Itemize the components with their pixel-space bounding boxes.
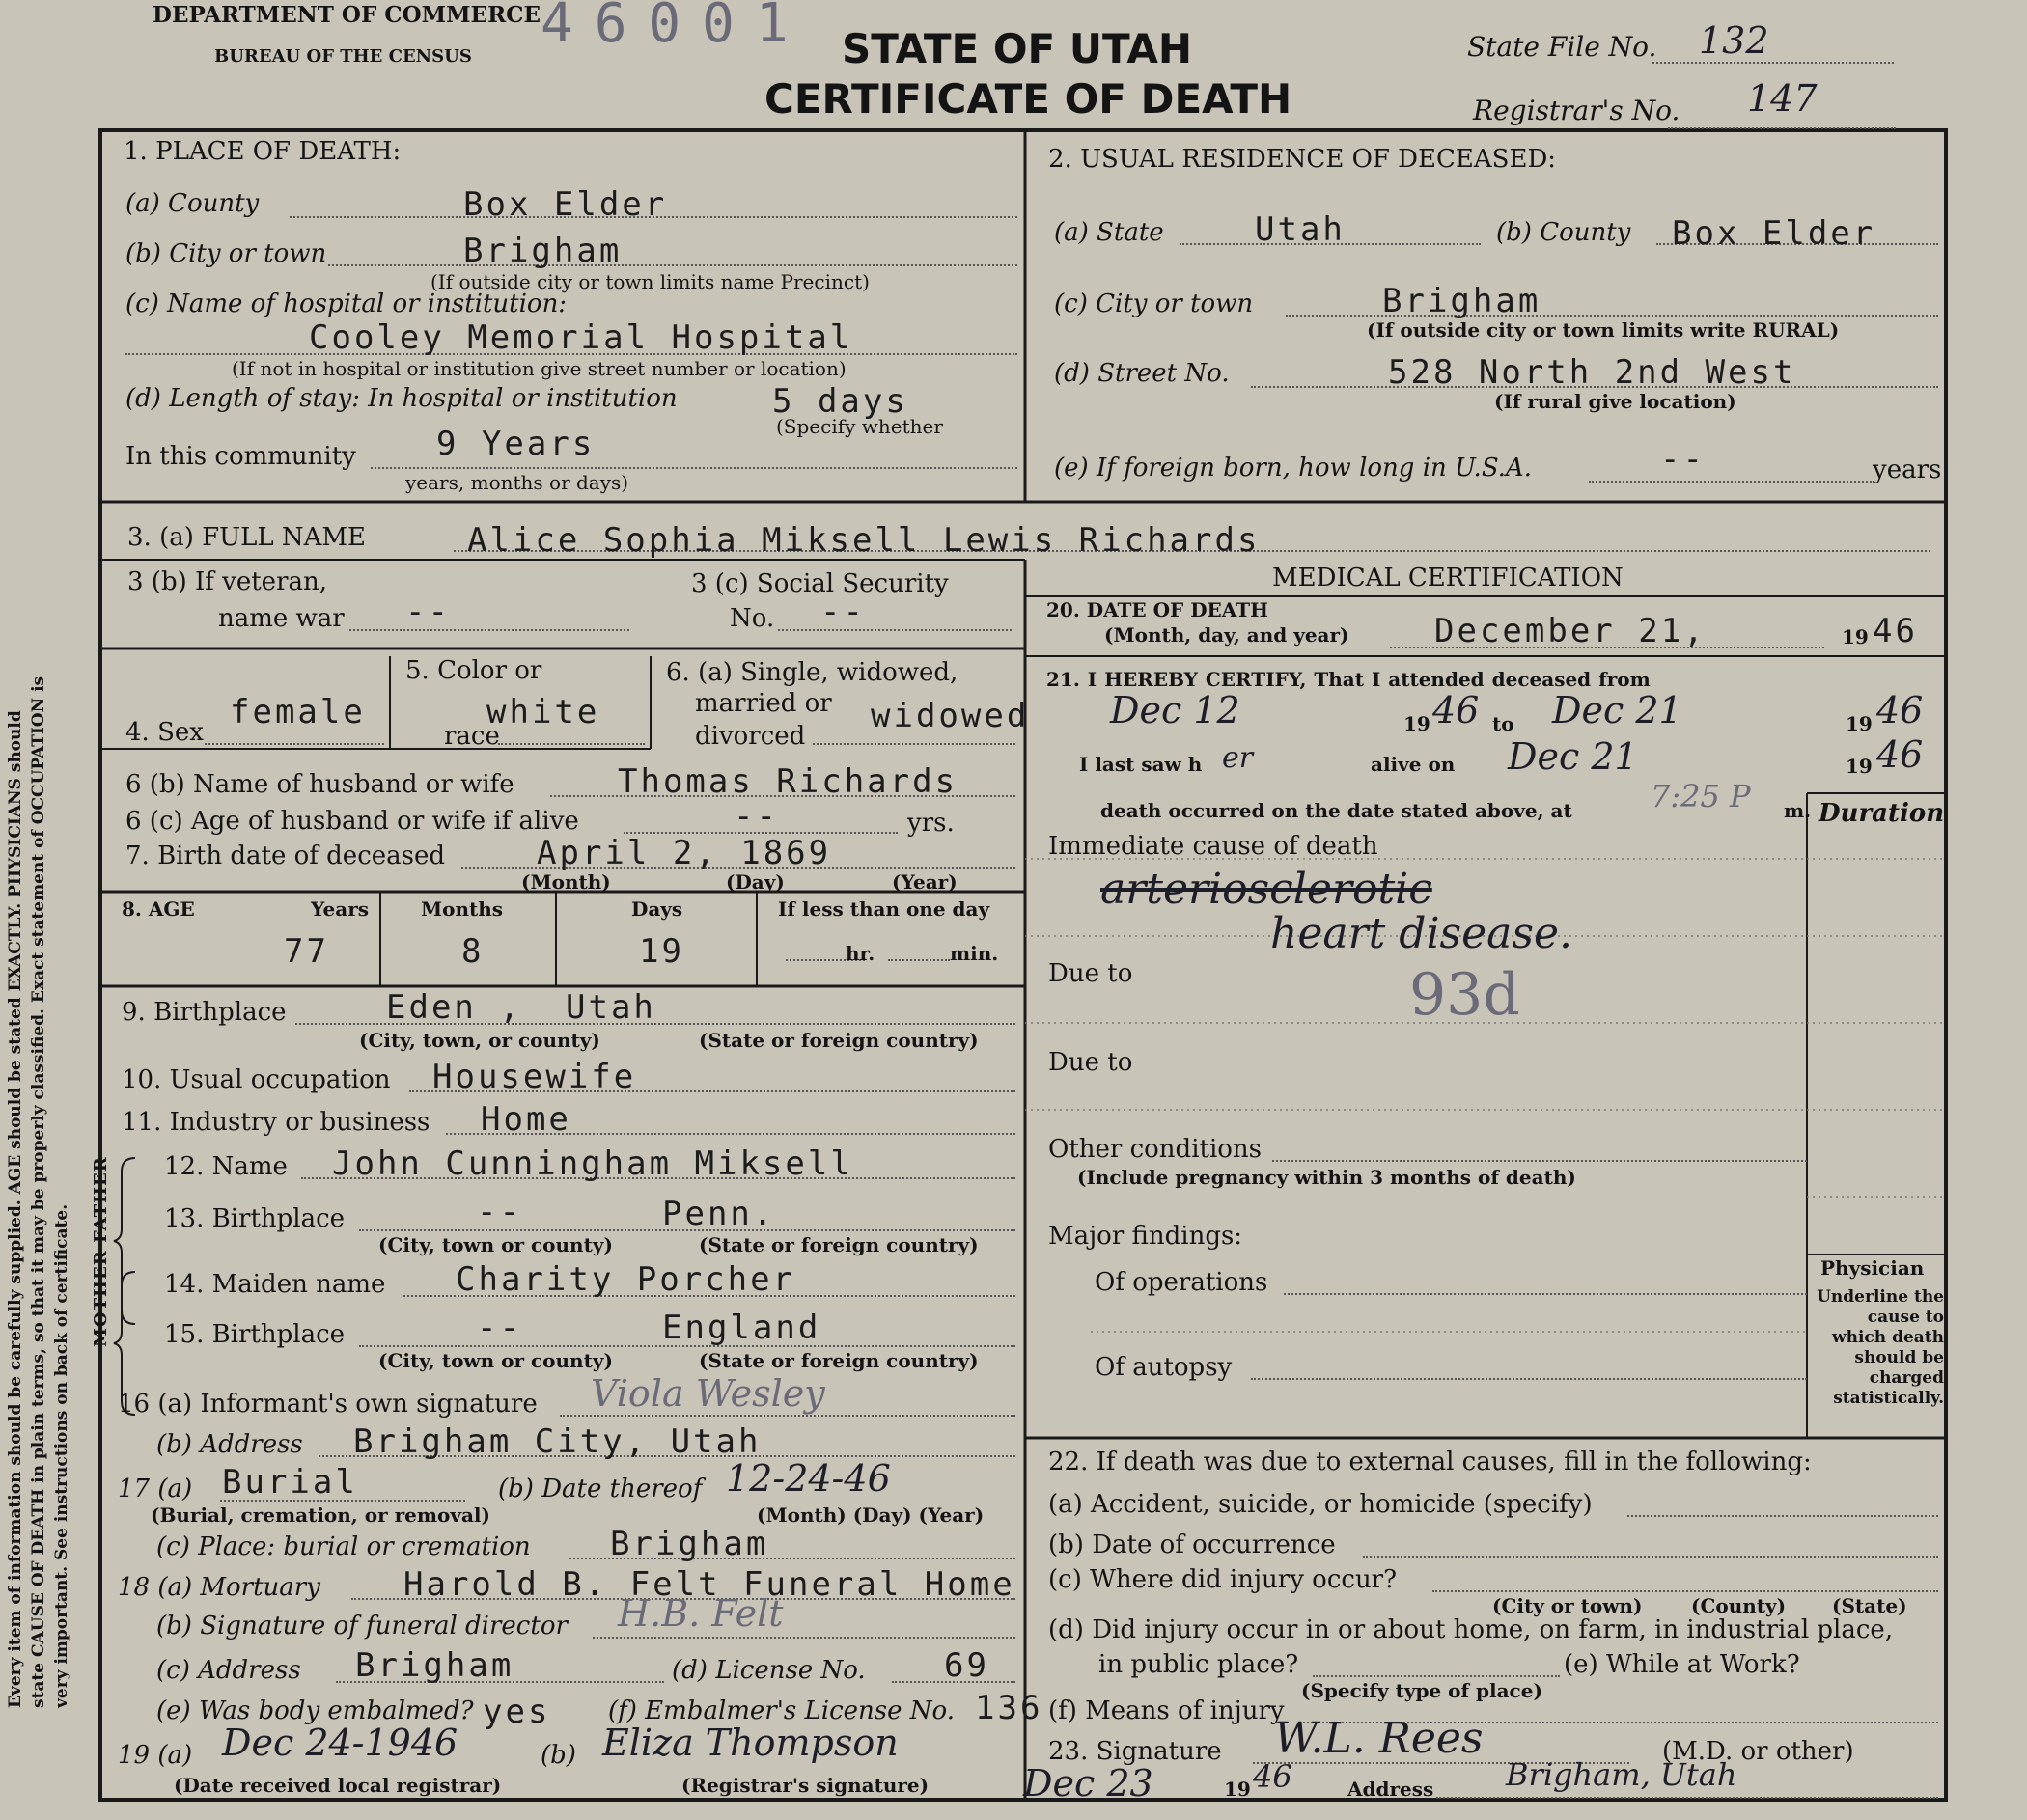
spouse-age-unit: yrs.: [907, 809, 955, 838]
veteran-value: --: [405, 593, 451, 631]
father-bp-label: 13. Birthplace: [164, 1204, 346, 1233]
stay-label: (d) Length of stay: In hospital or institution: [125, 384, 678, 413]
veteran-label-1: 3 (b) If veteran,: [127, 567, 328, 596]
mortuary-name: Harold B. Felt Funeral Home: [403, 1565, 1015, 1604]
occupation-value: Housewife: [432, 1058, 637, 1096]
signature-year: 46: [1253, 1758, 1292, 1795]
marital-value: widowed: [871, 697, 1030, 735]
spouse-label: 6 (b) Name of husband or wife: [125, 770, 514, 799]
res-city-note: (If outside city or town limits write RURAL): [1367, 318, 1840, 342]
embalmer-value: 136: [975, 1689, 1043, 1727]
father-bp-state: Penn.: [662, 1195, 776, 1233]
spouse-age-label: 6 (c) Age of husband or wife if alive: [125, 807, 579, 836]
medical-heading: MEDICAL CERTIFICATION: [1272, 564, 1624, 593]
physician-box-title: Physician: [1820, 1256, 1925, 1280]
external-e: (e) While at Work?: [1564, 1650, 1800, 1679]
occupation-label: 10. Usual occupation: [122, 1065, 391, 1094]
hospital-label: (c) Name of hospital or institution:: [125, 290, 568, 318]
external-d1: (d) Did injury occur in or about home, on farm, in industrial place,: [1048, 1615, 1894, 1644]
burial-place-label: (c) Place: burial or cremation: [156, 1532, 531, 1561]
cause-code: 93d: [1409, 961, 1520, 1029]
residence-heading: 2. USUAL RESIDENCE OF DECEASED:: [1048, 145, 1557, 174]
signature-address: Brigham, Utah: [1506, 1756, 1737, 1793]
mother-bp-label: 15. Birthplace: [164, 1320, 346, 1349]
age-years-label: Years: [311, 897, 370, 921]
mother-bp-state: England: [662, 1309, 821, 1347]
signature-label: 23. Signature: [1048, 1737, 1222, 1766]
external-d-note: (Specify type of place): [1301, 1679, 1542, 1702]
color-label-1: 5. Color or: [405, 656, 542, 685]
dod-year: 46: [1873, 612, 1918, 650]
res-street-note: (If rural give location): [1494, 390, 1736, 413]
parents-bracket-label: MOTHER FATHER: [91, 1156, 111, 1347]
director-label: (b) Signature of funeral director: [156, 1612, 568, 1641]
last-saw-label: I last saw h: [1079, 753, 1203, 776]
foreign-label: (e) If foreign born, how long in U.S.A.: [1054, 454, 1533, 483]
mother-bp-note-a: (City, town or county): [378, 1349, 613, 1372]
foreign-value: --: [1660, 440, 1706, 479]
form-title: CERTIFICATE OF DEATH: [764, 75, 1292, 123]
death-city-label: (b) City or town: [125, 239, 327, 268]
to-year: 46: [1876, 689, 1924, 731]
res-street: 528 North 2nd West: [1388, 353, 1796, 392]
mother-name-label: 14. Maiden name: [164, 1270, 386, 1299]
cause-line-1: arteriosclerotic: [1100, 865, 1432, 914]
bureau-name: BUREAU OF THE CENSUS: [214, 46, 472, 67]
cause-line-2: heart disease.: [1270, 909, 1573, 958]
license-value: 69: [944, 1646, 989, 1685]
state-file-value: 132: [1699, 19, 1769, 62]
from-year-prefix: 19: [1403, 712, 1430, 735]
res-street-label: (d) Street No.: [1054, 359, 1230, 388]
age-months: 8: [461, 932, 485, 971]
external-c-state: (State): [1832, 1594, 1907, 1617]
external-b: (b) Date of occurrence: [1048, 1530, 1336, 1559]
name-label: 3. (a) FULL NAME: [127, 523, 366, 552]
place-heading: 1. PLACE OF DEATH:: [124, 137, 402, 166]
foreign-unit: years: [1873, 455, 1942, 484]
age-hr: hr.: [846, 942, 875, 965]
ss-label-1: 3 (c) Social Security: [691, 569, 949, 598]
attended-to: Dec 21: [1552, 689, 1682, 731]
alive-year: 46: [1876, 733, 1924, 776]
informant-signature: Viola Wesley: [591, 1372, 825, 1415]
burial-date: 12-24-46: [726, 1457, 891, 1500]
due-to-2: Due to: [1048, 1048, 1133, 1077]
alive-date: Dec 21: [1508, 735, 1638, 778]
color-value: white: [486, 693, 600, 731]
informant-address-label: (b) Address: [156, 1430, 303, 1459]
registrar-sig-label: (b): [541, 1741, 576, 1770]
embalmed-value: yes: [483, 1693, 551, 1731]
burial-type-note: (Burial, cremation, or removal): [151, 1503, 490, 1527]
license-label: (d) License No.: [672, 1656, 866, 1685]
embalmed-label: (e) Was body embalmed?: [156, 1696, 474, 1725]
death-city: Brigham: [463, 232, 623, 270]
ss-value: --: [820, 593, 866, 631]
state-file-label: State File No.: [1467, 31, 1657, 63]
community-note: years, months or days): [405, 471, 629, 494]
birth-month-note: (Month): [521, 870, 611, 894]
res-city-label: (c) City or town: [1054, 290, 1254, 318]
death-city-note: (If outside city or town limits name Precinct): [430, 270, 870, 293]
mortuary-address: Brigham: [355, 1646, 514, 1685]
spouse-age: --: [734, 797, 779, 836]
sex-value: female: [230, 693, 366, 731]
external-a: (a) Accident, suicide, or homicide (specify): [1048, 1490, 1593, 1519]
cause-label: Immediate cause of death: [1048, 832, 1378, 861]
res-county-label: (b) County: [1496, 218, 1631, 247]
burial-type: Burial: [222, 1463, 358, 1502]
age-months-label: Months: [421, 897, 504, 921]
time-unit: m.: [1784, 799, 1812, 822]
death-county: Box Elder: [463, 185, 668, 224]
external-heading: 22. If death was due to external causes, fill in the following:: [1048, 1448, 1812, 1476]
other-conditions-label: Other conditions: [1048, 1135, 1263, 1164]
other-conditions-note: (Include pregnancy within 3 months of death): [1077, 1166, 1576, 1189]
external-c: (c) Where did injury occur?: [1048, 1565, 1398, 1594]
duration-label: Duration: [1819, 799, 1945, 828]
res-state: Utah: [1255, 210, 1346, 249]
age-label: 8. AGE: [122, 897, 195, 921]
due-to-1: Due to: [1048, 959, 1133, 988]
registrar-sig-note: (Registrar's signature): [681, 1774, 930, 1797]
birthplace-note-a: (City, town, or county): [359, 1029, 600, 1052]
stay-note: (Specify whether: [776, 415, 943, 438]
registrar-signature: Eliza Thompson: [602, 1722, 899, 1764]
informant-address: Brigham City, Utah: [353, 1422, 762, 1461]
time-of-death: 7:25 P: [1651, 778, 1751, 814]
registrar-value: 147: [1747, 77, 1818, 120]
industry-label: 11. Industry or business: [122, 1108, 430, 1137]
birthplace-note-b: (State or foreign country): [699, 1029, 979, 1052]
spouse-name: Thomas Richards: [618, 762, 958, 801]
community-value: 9 Years: [436, 425, 596, 463]
res-state-label: (a) State: [1054, 218, 1164, 247]
father-name: John Cunningham Miksell: [332, 1144, 853, 1183]
birthplace-label: 9. Birthplace: [122, 998, 287, 1027]
birth-date: April 2, 1869: [537, 834, 832, 872]
md-label: (M.D. or other): [1662, 1737, 1854, 1766]
burial-type-label: 17 (a): [118, 1475, 193, 1503]
operations-label: Of operations: [1095, 1268, 1268, 1297]
burial-date-label: (b) Date thereof: [498, 1475, 703, 1503]
major-findings-label: Major findings:: [1048, 1222, 1243, 1251]
industry-value: Home: [481, 1100, 571, 1139]
director-signature: H.B. Felt: [618, 1592, 784, 1635]
birth-day-note: (Day): [726, 870, 785, 894]
res-county: Box Elder: [1672, 214, 1876, 253]
marital-label-3: divorced: [695, 722, 806, 751]
embalmer-label: (f) Embalmer's License No.: [608, 1696, 955, 1725]
side-line-3: very important. See instructions on back of certificate.: [52, 1203, 71, 1708]
hospital-name: Cooley Memorial Hospital: [309, 318, 853, 357]
received-label: 19 (a): [118, 1741, 193, 1770]
death-county-label: (a) County: [125, 189, 260, 218]
alive-label: alive on: [1371, 753, 1456, 776]
birth-year-note: (Year): [892, 870, 958, 894]
side-line-1: Every item of information should be carefully supplied. AGE should be stated EXACTLY. PHYSICIANS should: [6, 710, 25, 1708]
signature-date: Dec 23: [1023, 1762, 1153, 1805]
physician-box-text: Underline the cause to which death should be charged statistically.: [1817, 1287, 1944, 1408]
form-state: STATE OF UTAH: [842, 25, 1193, 72]
external-c-county: (County): [1691, 1594, 1787, 1617]
father-bp-city: --: [477, 1193, 522, 1231]
age-days-label: Days: [631, 897, 683, 921]
father-name-label: 12. Name: [164, 1152, 288, 1181]
mother-bp-note-b: (State or foreign country): [699, 1349, 979, 1372]
to-year-prefix: 19: [1846, 712, 1873, 735]
certify-label: 21. I HEREBY CERTIFY, That I attended deceased from: [1046, 668, 1651, 691]
last-saw-pronoun: er: [1222, 741, 1254, 775]
ss-label-2: No.: [730, 604, 775, 633]
birthplace-state: Utah: [566, 988, 656, 1027]
marital-label-2: married or: [695, 689, 832, 718]
mother-name: Charity Porcher: [456, 1260, 796, 1299]
full-name: Alice Sophia Miksell Lewis Richards: [467, 521, 1261, 560]
signature-year-prefix: 19: [1224, 1778, 1251, 1801]
dod-label-2: (Month, day, and year): [1104, 623, 1349, 647]
age-days: 19: [639, 932, 684, 971]
father-bp-note-a: (City, town or county): [378, 1233, 613, 1256]
sex-label: 4. Sex: [125, 718, 204, 747]
stamp-number: 46001: [541, 0, 810, 55]
community-label: In this community: [125, 442, 356, 471]
side-line-2: state CAUSE OF DEATH in plain terms, so that it may be properly classified. Exact statement of OCCUPATION is: [29, 676, 48, 1708]
age-lt-day: If less than one day: [778, 897, 990, 921]
veteran-label-2: name war: [218, 604, 345, 633]
color-label-2: race: [444, 722, 500, 751]
attended-from: Dec 12: [1110, 689, 1240, 731]
physician-signature: W.L. Rees: [1274, 1714, 1484, 1763]
age-years: 77: [284, 932, 329, 971]
from-year: 46: [1432, 689, 1480, 731]
alive-year-prefix: 19: [1846, 755, 1873, 778]
dod-label-1: 20. DATE OF DEATH: [1046, 598, 1268, 621]
date-of-death: December 21,: [1434, 612, 1707, 650]
hospital-note: (If not in hospital or institution give street number or location): [232, 357, 847, 380]
birthplace-city: Eden ,: [386, 988, 522, 1027]
burial-place: Brigham: [610, 1525, 769, 1563]
burial-date-note: (Month) (Day) (Year): [757, 1503, 985, 1527]
marital-label-1: 6. (a) Single, widowed,: [666, 658, 958, 687]
mortuary-label: 18 (a) Mortuary: [118, 1573, 320, 1602]
external-c-city: (City or town): [1492, 1594, 1643, 1617]
registrar-label: Registrar's No.: [1473, 95, 1680, 126]
mother-bp-city: --: [477, 1309, 522, 1347]
res-city: Brigham: [1382, 282, 1541, 320]
birth-date-label: 7. Birth date of deceased: [125, 841, 446, 870]
father-bp-note-b: (State or foreign country): [699, 1233, 979, 1256]
dept-name: DEPARTMENT OF COMMERCE: [153, 2, 541, 28]
signature-address-label: Address: [1347, 1778, 1434, 1801]
stay-value: 5 days: [772, 382, 908, 421]
mortuary-address-label: (c) Address: [156, 1656, 301, 1685]
age-min: min.: [950, 942, 999, 965]
dod-year-prefix: 19: [1842, 625, 1869, 648]
occurred-label: death occurred on the date stated above, at: [1100, 799, 1572, 822]
received-date: Dec 24-1946: [222, 1722, 458, 1764]
received-note: (Date received local registrar): [174, 1774, 502, 1797]
external-d2: in public place?: [1098, 1650, 1299, 1679]
to-label: to: [1492, 712, 1514, 735]
informant-sig-label: 16 (a) Informant's own signature: [118, 1390, 538, 1419]
external-f: (f) Means of injury: [1048, 1696, 1285, 1725]
autopsy-label: Of autopsy: [1095, 1353, 1233, 1382]
